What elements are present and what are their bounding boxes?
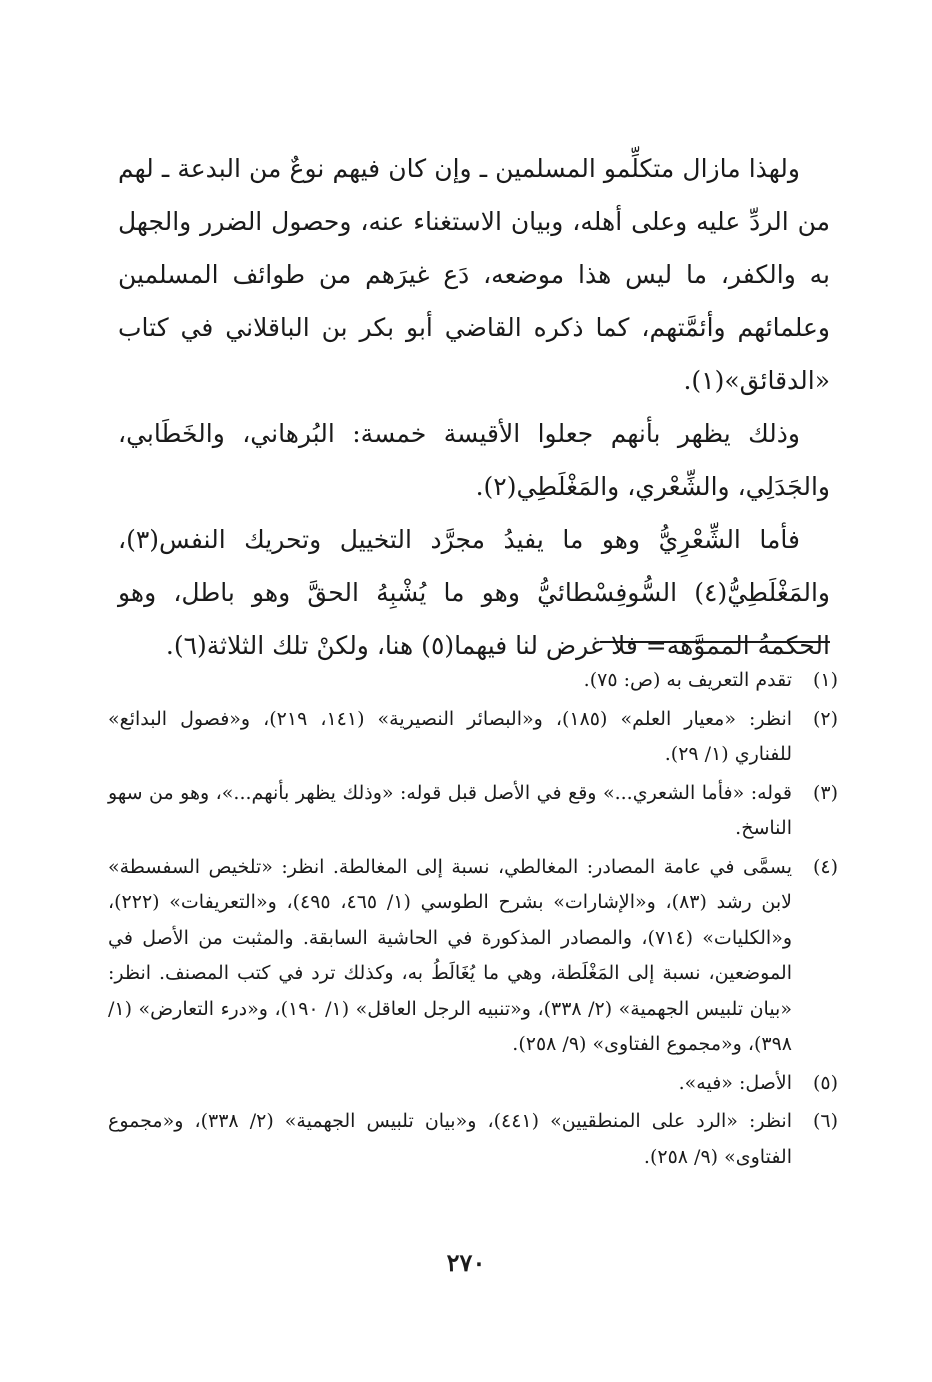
footnotes [108, 663, 838, 1178]
footnote-4 [108, 850, 838, 1063]
footnote-text: انظر: «الرد على المنطقيين» (٤٤١)، و«بيان تلبيس الجهمية» (٢/ ٣٣٨)، و«مجموع الفتاوى» (٩/ ٢٥٨). [108, 1110, 792, 1168]
footnote-text: تقدم التعريف به (ص: ٧٥). [583, 669, 792, 691]
footnote-text: قوله: «فأما الشعري...» وقع في الأصل قبل قوله: «وذلك يظهر بأنهم...»، وهو من سهو الناسخ. [108, 781, 792, 839]
footnote-1 [108, 663, 838, 699]
footnote-5 [108, 1066, 838, 1102]
footnote-number: (٢) [812, 707, 838, 730]
page-number: ٢٧٠ [446, 1248, 486, 1277]
footnote-text: الأصل: «فيه». [678, 1071, 792, 1094]
paragraph-1: ولهذا مازال متكلِّمو المسلمين ـ وإن كان فيهم نوعٌ من البدعة ـ لهم من الردِّ عليه وعلى أهله، وبيان الاستغناء عنه، وحصول الضرر والجهل به والكفر، ما ليس هذا موضعه، دَع غيرَهم من طوائف المسلمين وعلمائهم وأئمَّتهم، كما ذكره القاضي أبو بكر بن الباقلاني في كتاب «الدقائق»(١). [118, 154, 830, 395]
footnote-text: انظر: «معيار العلم» (١٨٥)، و«البصائر النصيرية» (١٤١، ٢١٩)، و«فصول البدائع» للفناري (١/ ٢٩). [108, 707, 793, 765]
paragraph-3: فأما الشِّعْرِيُّ وهو ما يفيدُ مجرَّد التخييل وتحريك النفس(٣)، والمَغْلَطِيُّ(٤) السُّوفِسْطائيُّ وهو ما يُشْبِهُ الحقَّ وهو باطل، وهو الحكمةُ المموَّهة= فلا غرض لنا فيهما(٥) هنا، ولكنْ تلك الثلاثة(٦). [118, 525, 830, 660]
footnote-2 [108, 702, 838, 773]
footnote-separator [600, 641, 830, 643]
paragraph-2: وذلك يظهر بأنهم جعلوا الأقيسة خمسة: البُرهاني، والخَطَابي، والجَدَلِي، والشِّعْري، والمَغْلَطِي(٢). [118, 419, 830, 501]
footnote-number: (١) [812, 669, 838, 691]
footnote-text: يسمَّى في عامة المصادر: المغالطي، نسبة إلى المغالطة. انظر: «تلخيص السفسطة» لابن رشد (٨٣)، و«الإشارات» بشرح الطوسي (١/ ٤٦٥، ٤٩٥)، و«التعريفات» (٢٢٢)، و«الكليات» (٧١٤)، والمصادر المذكورة في الحاشية السابقة. والمثبت من الأصل في الموضعين، نسبة إلى المَغْلَطة، وهي ما يُغَالَطُ به، وكذلك ترد في كتب المصنف. انظر: «بيان تلبيس الجهمية» (٢/ ٣٣٨)، و«تنبيه الرجل العاقل» (١/ ١٩٠)، و«درء التعارض» (١/ ٣٩٨)، و«مجموع الفتاوى» (٩/ ٢٥٨). [108, 855, 793, 1055]
footnote-number: (٦) [812, 1110, 838, 1132]
footnote-3 [108, 776, 838, 847]
footnote-number: (٤) [812, 855, 838, 878]
footnote-number: (٥) [812, 1071, 838, 1094]
footnote-number: (٣) [812, 781, 838, 804]
main-text [118, 142, 830, 672]
footnote-6 [108, 1104, 838, 1175]
